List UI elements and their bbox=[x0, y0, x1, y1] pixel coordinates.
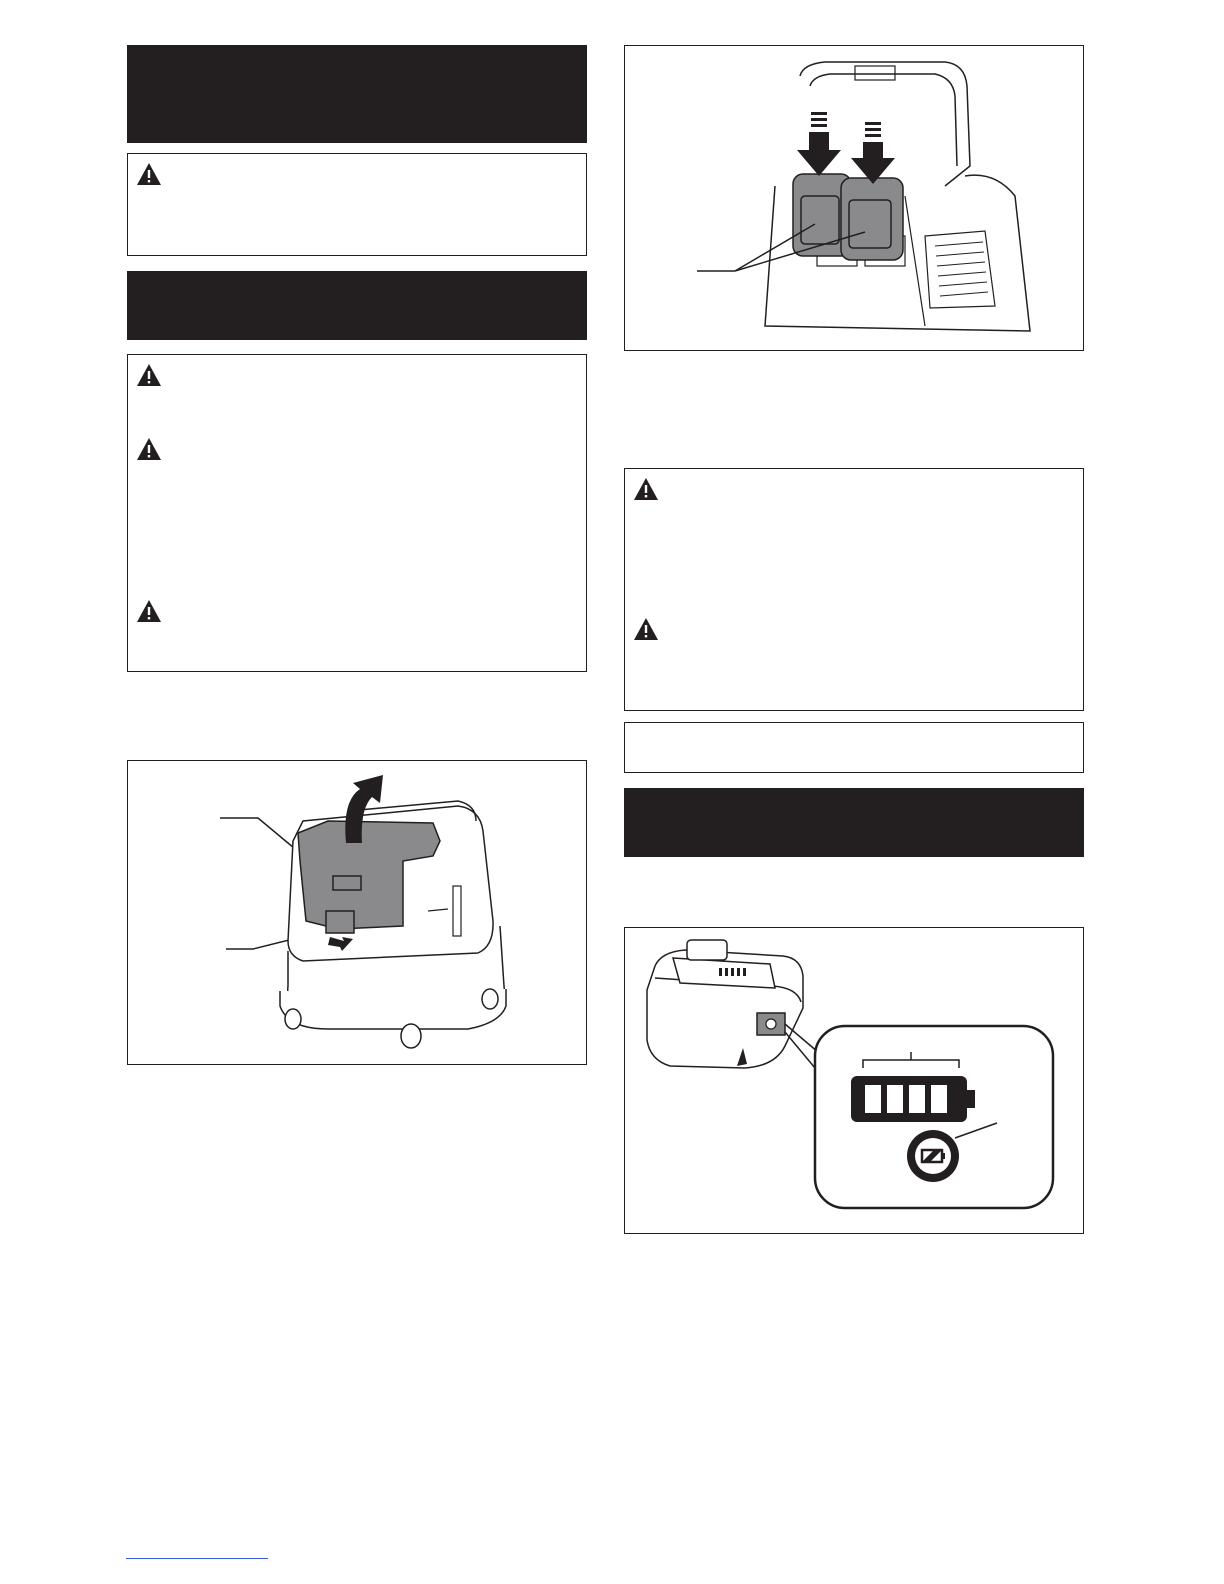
note-box bbox=[624, 722, 1084, 773]
section-header-bar-2 bbox=[127, 271, 587, 340]
warning-icon bbox=[136, 599, 162, 623]
figure-battery-cover bbox=[127, 760, 587, 1065]
warning-icon bbox=[136, 363, 162, 387]
footer-link-underline[interactable] bbox=[126, 1558, 268, 1559]
warning-box-3 bbox=[624, 468, 1084, 711]
warning-icon bbox=[136, 162, 162, 186]
section-header-bar-3 bbox=[624, 788, 1084, 857]
battery-insertion-illustration bbox=[625, 46, 1082, 349]
vacuum-cover-illustration bbox=[128, 761, 585, 1063]
warning-box-2 bbox=[127, 354, 587, 672]
figure-battery-insertion bbox=[624, 45, 1084, 351]
warning-icon bbox=[633, 477, 659, 501]
section-header-bar-1 bbox=[127, 45, 587, 143]
warning-box-1 bbox=[127, 153, 587, 256]
figure-charge-indicator bbox=[624, 927, 1084, 1234]
charge-indicator-illustration bbox=[625, 928, 1082, 1232]
warning-icon bbox=[633, 617, 659, 641]
warning-icon bbox=[136, 437, 162, 461]
